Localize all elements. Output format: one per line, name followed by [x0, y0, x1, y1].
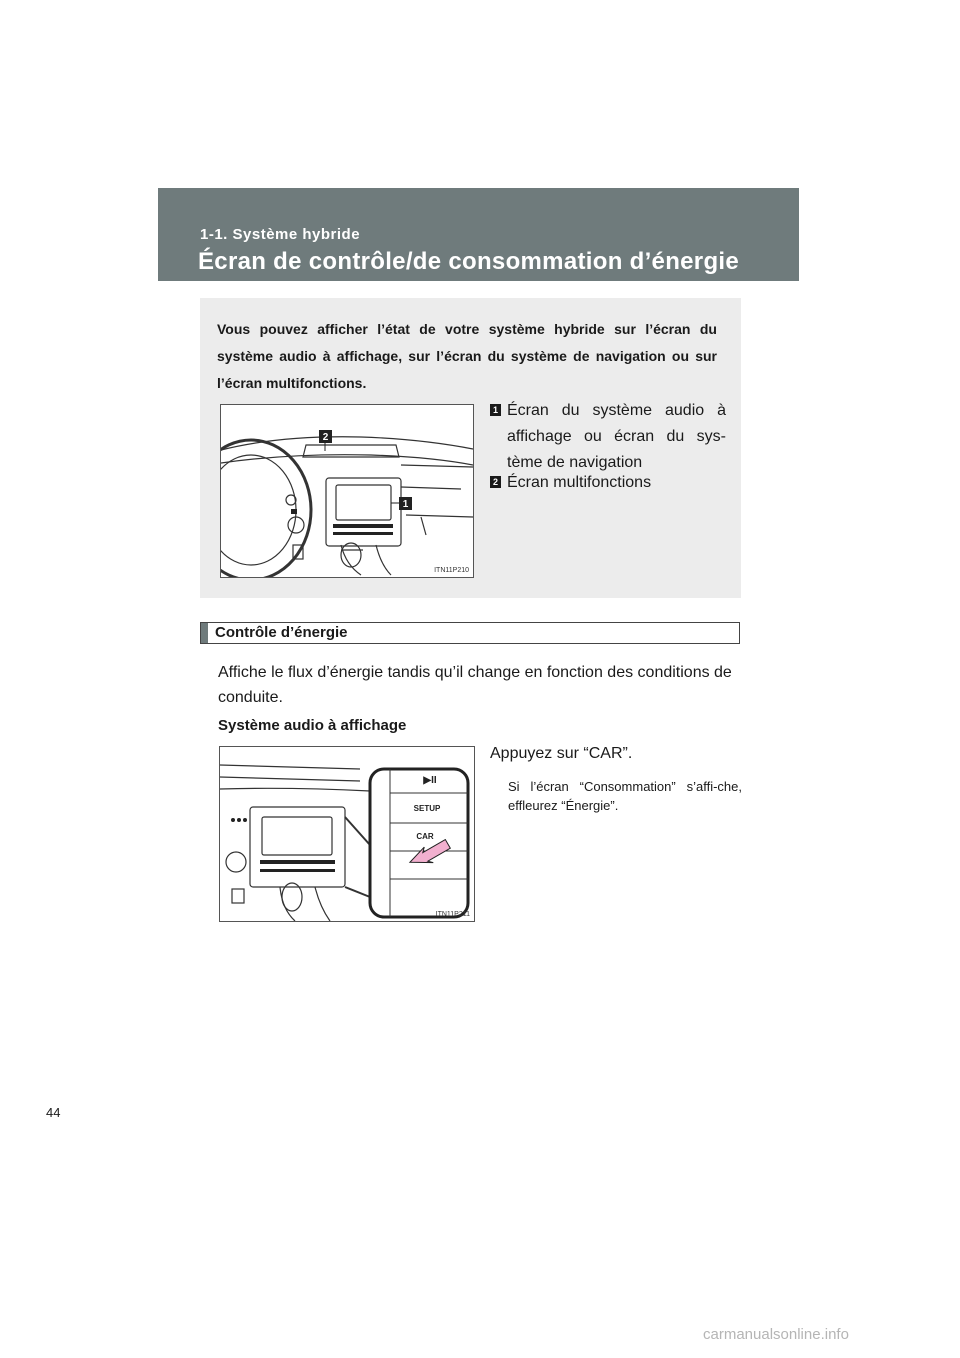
legend-item-1 [490, 398, 726, 476]
intro-text: Vous pouvez afficher l’état de votre système hybride sur l’écran du système audio à affichage, sur l’écran du système de navigation ou sur l’écran multifonctions. [217, 321, 717, 391]
section-subheading: Système audio à affichage [218, 717, 407, 734]
instruction-text: Appuyez sur “CAR”. [490, 745, 633, 762]
figure-code-2: ITN11P211 [435, 911, 470, 918]
section-paragraph: Affiche le flux d’énergie tandis qu’il change en fonction des conditions de conduite. [218, 664, 732, 706]
callout-1-label: 1 [402, 499, 409, 510]
number-badge-1: 1 [490, 404, 501, 416]
page-title: Écran de contrôle/de consommation d’énergie [198, 248, 740, 275]
dashboard-drawing [221, 405, 473, 577]
callout-1 [391, 497, 412, 510]
intro-box [200, 298, 741, 598]
section-label: 1-1. Système hybride [200, 226, 361, 243]
number-badge-2: 2 [490, 476, 501, 488]
legend-text-1: Écran du système audio à affichage ou écran du sys-tème de navigation [507, 402, 726, 471]
audio-system-illustration [219, 746, 475, 922]
callout-2 [319, 430, 332, 451]
car-button-label: CAR [416, 832, 434, 841]
figure-code: ITN11P210 [434, 567, 469, 574]
legend-text-2: Écran multifonctions [507, 474, 652, 491]
header-band [158, 188, 799, 281]
watermark: carmanualsonline.info [703, 1326, 849, 1343]
callout-2-label: 2 [322, 432, 329, 443]
page-number: 44 [46, 1105, 61, 1120]
setup-button-label: SETUP [413, 804, 441, 813]
button-panel-inset [370, 769, 468, 917]
section-header-bar [201, 623, 208, 643]
section-title: Contrôle d’énergie [215, 624, 348, 641]
dashboard-illustration [220, 404, 474, 578]
section-header [200, 622, 740, 644]
play-pause-button-label: ▶II [423, 775, 437, 786]
legend-item-2 [490, 470, 726, 496]
note-text: Si l’écran “Consommation” s’affi-che, effleurez “Énergie”. [508, 779, 742, 813]
audio-system-drawing [220, 747, 474, 921]
